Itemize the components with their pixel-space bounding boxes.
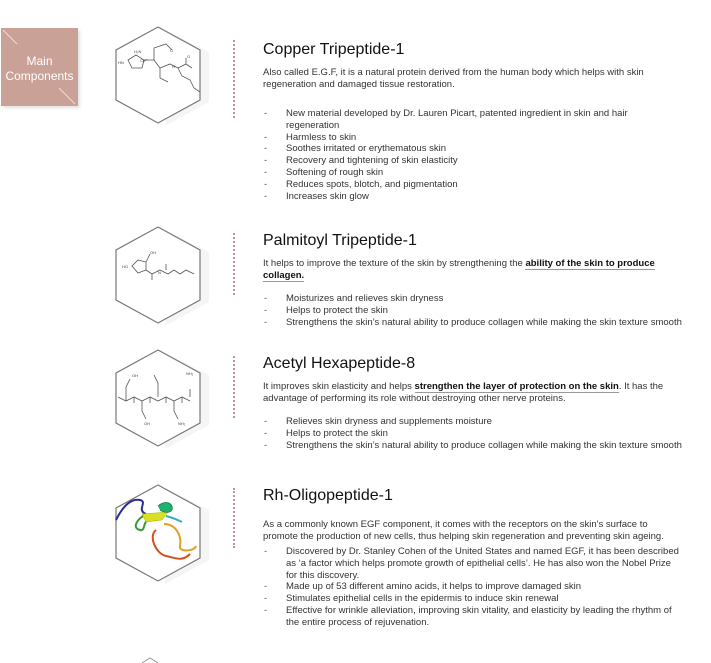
svg-text:N: N	[158, 270, 161, 275]
benefit-list	[263, 108, 683, 202]
svg-text:Cu²⁺: Cu²⁺	[140, 58, 149, 63]
svg-text:OH: OH	[150, 250, 156, 255]
section-content	[263, 231, 683, 328]
svg-text:HO: HO	[122, 264, 128, 269]
list-item: - Effective for wrinkle alleviation, improving skin vitality, and elasticity by leading the rhythm of the entire process of rejuvenation.	[263, 605, 683, 629]
list-item: - Softening of rough skin	[263, 167, 683, 179]
list-item: - Soothes irritated or erythematous skin	[263, 143, 683, 155]
label-line-2: Components	[5, 69, 74, 83]
molecular-structure-icon	[110, 222, 210, 332]
description-highlight: strengthen the layer of protection on the skin	[414, 381, 619, 392]
section-description	[263, 381, 683, 405]
protein-ribbon-icon	[110, 480, 210, 590]
dotted-divider	[233, 488, 235, 548]
list-item: - Relieves skin dryness and supplements moisture	[263, 416, 683, 428]
svg-text:O: O	[187, 54, 191, 59]
list-item: - Increases skin glow	[263, 191, 683, 203]
description-text: It improves skin elasticity and helps	[263, 381, 415, 392]
benefit-list	[263, 546, 683, 629]
section-title: Palmitoyl Tripeptide-1	[263, 232, 417, 249]
svg-text:HN: HN	[118, 60, 124, 65]
description-text: It helps to improve the texture of the skin by strengthening the	[263, 258, 526, 269]
svg-text:H₂N: H₂N	[134, 49, 142, 54]
svg-text:O: O	[170, 48, 174, 53]
list-item: - Recovery and tightening of skin elasticity	[263, 155, 683, 167]
description-highlight: ability of the skin to produce collagen.	[263, 258, 655, 281]
molecular-structure-icon	[110, 345, 210, 455]
section-content	[263, 40, 683, 202]
svg-text:H: H	[172, 64, 175, 69]
svg-text:OH: OH	[132, 373, 138, 378]
section-title: Copper Tripeptide-1	[263, 41, 405, 58]
list-item: - Reduces spots, blotch, and pigmentation	[263, 179, 683, 191]
svg-text:NH₂: NH₂	[178, 421, 186, 426]
section-content	[263, 354, 683, 451]
benefit-list	[263, 416, 683, 451]
section-description	[263, 258, 683, 282]
svg-text:OH: OH	[144, 421, 150, 426]
molecular-structure-icon	[110, 22, 210, 132]
list-item: - Made up of 53 different amino acids, it helps to improve damaged skin	[263, 581, 683, 593]
list-item: - Discovered by Dr. Stanley Cohen of the United States and named EGF, it has been described as ‘a factor which helps promote growth of epithelial cells’. He has also won the Nobel Prize for this discovery.	[263, 546, 683, 581]
section-content	[263, 486, 683, 629]
dotted-divider	[233, 40, 235, 118]
benefit-list	[263, 293, 683, 328]
section-title: Rh-Oligopeptide-1	[263, 487, 393, 504]
dotted-divider	[233, 356, 235, 418]
list-item: - Helps to protect the skin	[263, 305, 683, 317]
list-item: - Harmless to skin	[263, 132, 683, 144]
main-components-tag	[1, 28, 78, 106]
svg-text:NH₂: NH₂	[186, 371, 194, 376]
main-components-label	[1, 54, 78, 84]
list-item: - New material developed by Dr. Lauren Picart, patented ingredient in skin and hair regeneration	[263, 108, 683, 132]
section-description: As a commonly known EGF component, it comes with the receptors on the skin's surface to promote the production of new cells, thus helping skin regeneration and preventing skin ageing.	[263, 519, 664, 542]
list-item: - Stimulates epithelial cells in the epidermis to induce skin renewal	[263, 593, 683, 605]
next-section-hexagon-partial	[140, 656, 160, 663]
section-description: Also called E.G.F, it is a natural protein derived from the human body which helps with skin regeneration and damaged tissue restoration.	[263, 67, 644, 90]
list-item: - Strengthens the skin’s natural ability to produce collagen while making the skin texture smooth	[263, 440, 683, 452]
description-text: . It has the advantage of performing its role without destroying other nerve proteins.	[263, 381, 664, 404]
section-title: Acetyl Hexapeptide-8	[263, 355, 416, 372]
label-line-1: Main	[26, 54, 53, 68]
list-item: - Strengthens the skin’s natural ability to produce collagen while making the skin texture smooth	[263, 317, 683, 329]
dotted-divider	[233, 233, 235, 295]
list-item: - Moisturizes and relieves skin dryness	[263, 293, 683, 305]
list-item: - Helps to protect the skin	[263, 428, 683, 440]
